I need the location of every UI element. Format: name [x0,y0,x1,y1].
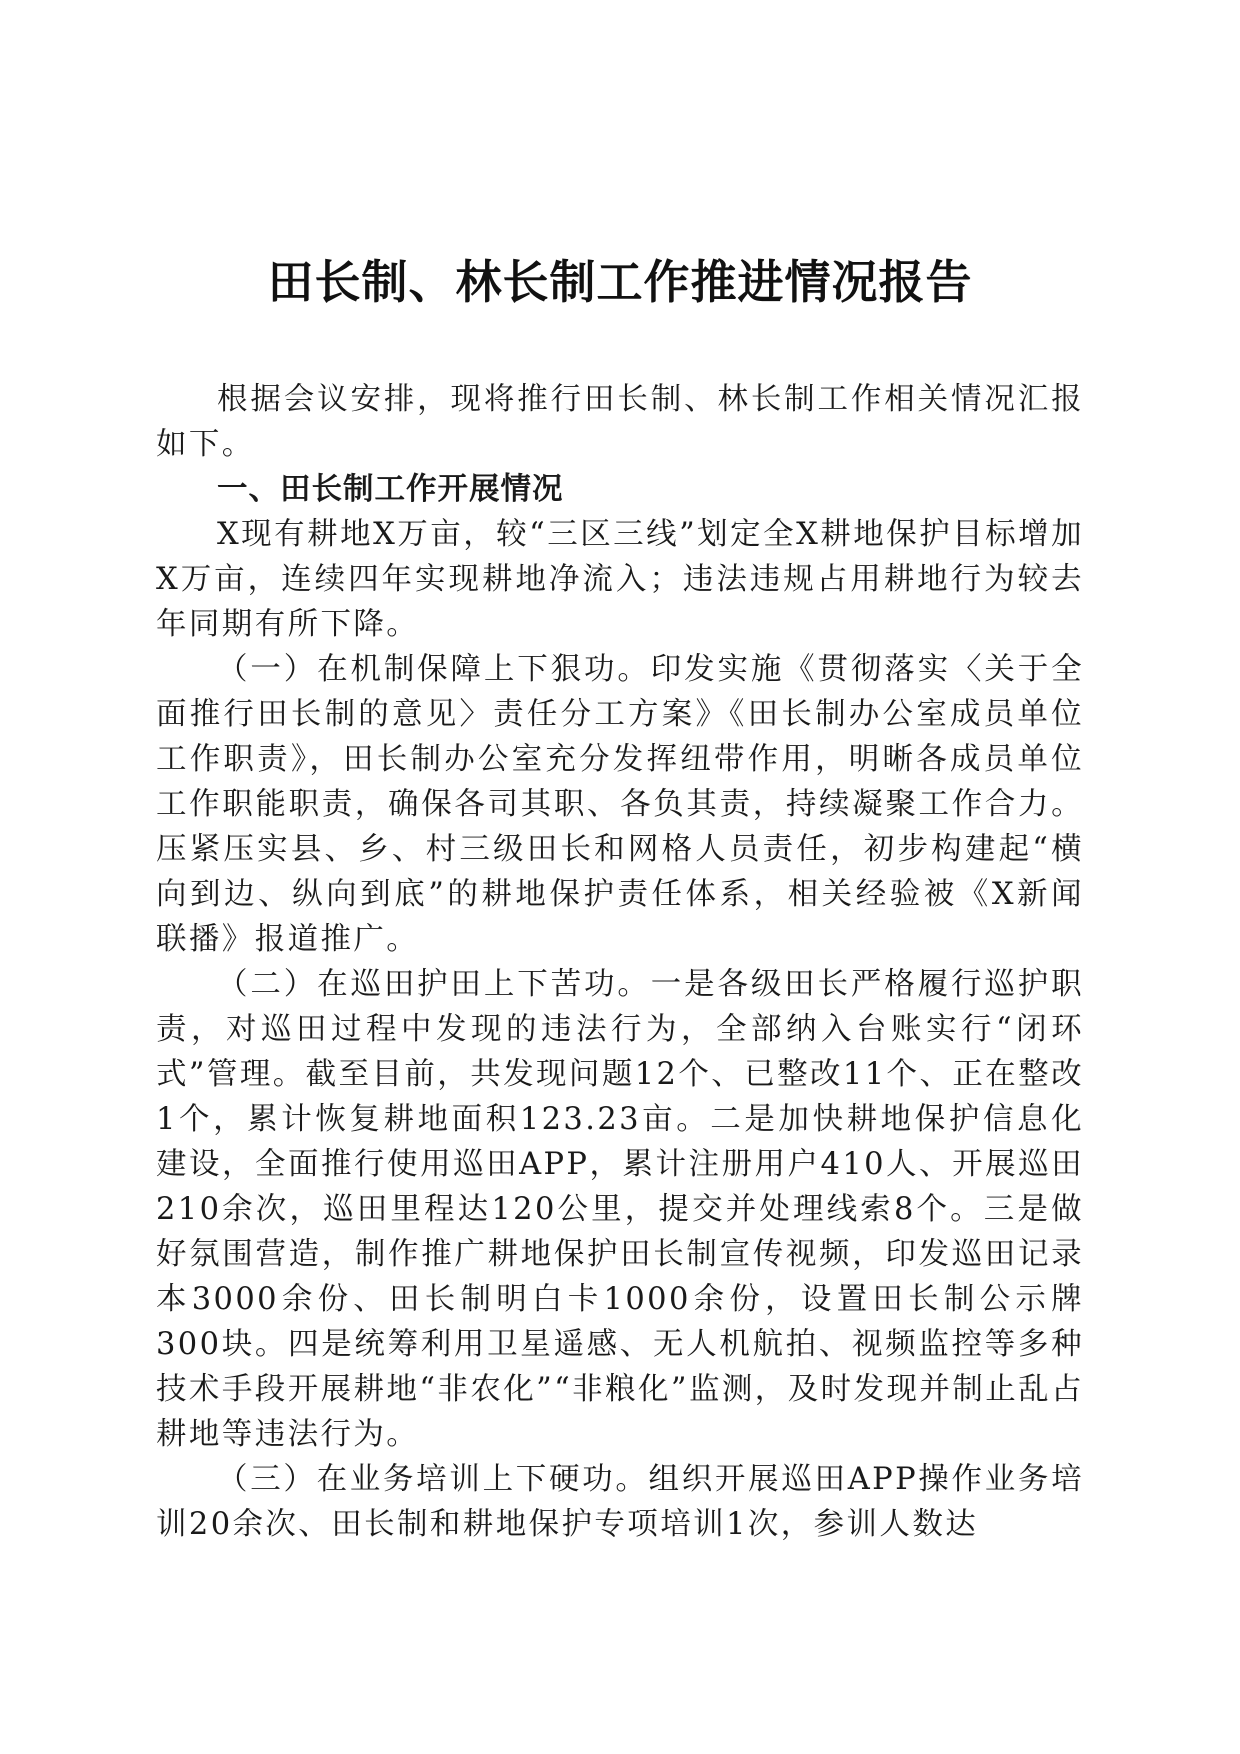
subsection-3-paragraph: （三）在业务培训上下硬功。组织开展巡田APP操作业务培训20余次、田长制和耕地保护专项培训1次，参训人数达 [156,1462,1084,1542]
summary-paragraph: X现有耕地X万亩，较“三区三线”划定全X耕地保护目标增加X万亩，连续四年实现耕地净流入；违法违规占用耕地行为较去年同期有所下降。 [156,517,1084,642]
intro-paragraph: 根据会议安排，现将推行田长制、林长制工作相关情况汇报如下。 [156,382,1084,462]
section-heading-1: 一、田长制工作开展情况 [217,472,564,507]
subsection-2-paragraph: （二）在巡田护田上下苦功。一是各级田长严格履行巡护职责，对巡田过程中发现的违法行为，全部纳入台账实行“闭环式”管理。截至目前，共发现问题12个、已整改11个、正在整改1个，累计恢复耕地面积123.23亩。二是加快耕地保护信息化建设，全面推行使用巡田APP，累计注册用户410人、开展巡田210余次，巡田里程达120公里，提交并处理线索8个。三是做好氛围营造，制作推广耕地保护田长制宣传视频，印发巡田记录本3000余份、田长制明白卡1000余份，设置田长制公示牌300块。四是统筹利用卫星遥感、无人机航拍、视频监控等多种技术手段开展耕地“非农化”“非粮化”监测，及时发现并制止乱占耕地等违法行为。 [156,967,1084,1452]
document-title: 田长制、林长制工作推进情况报告 [267,255,973,309]
document-body [156,377,1084,1547]
subsection-1-paragraph: （一）在机制保障上下狠功。印发实施《贯彻落实〈关于全面推行田长制的意见〉责任分工方案》《田长制办公室成员单位工作职责》，田长制办公室充分发挥纽带作用，明晰各成员单位工作职能职责，确保各司其职、各负其责，持续凝聚工作合力。压紧压实县、乡、村三级田长和网格人员责任，初步构建起“横向到边、纵向到底”的耕地保护责任体系，相关经验被《X新闻联播》报道推广。 [156,652,1084,957]
